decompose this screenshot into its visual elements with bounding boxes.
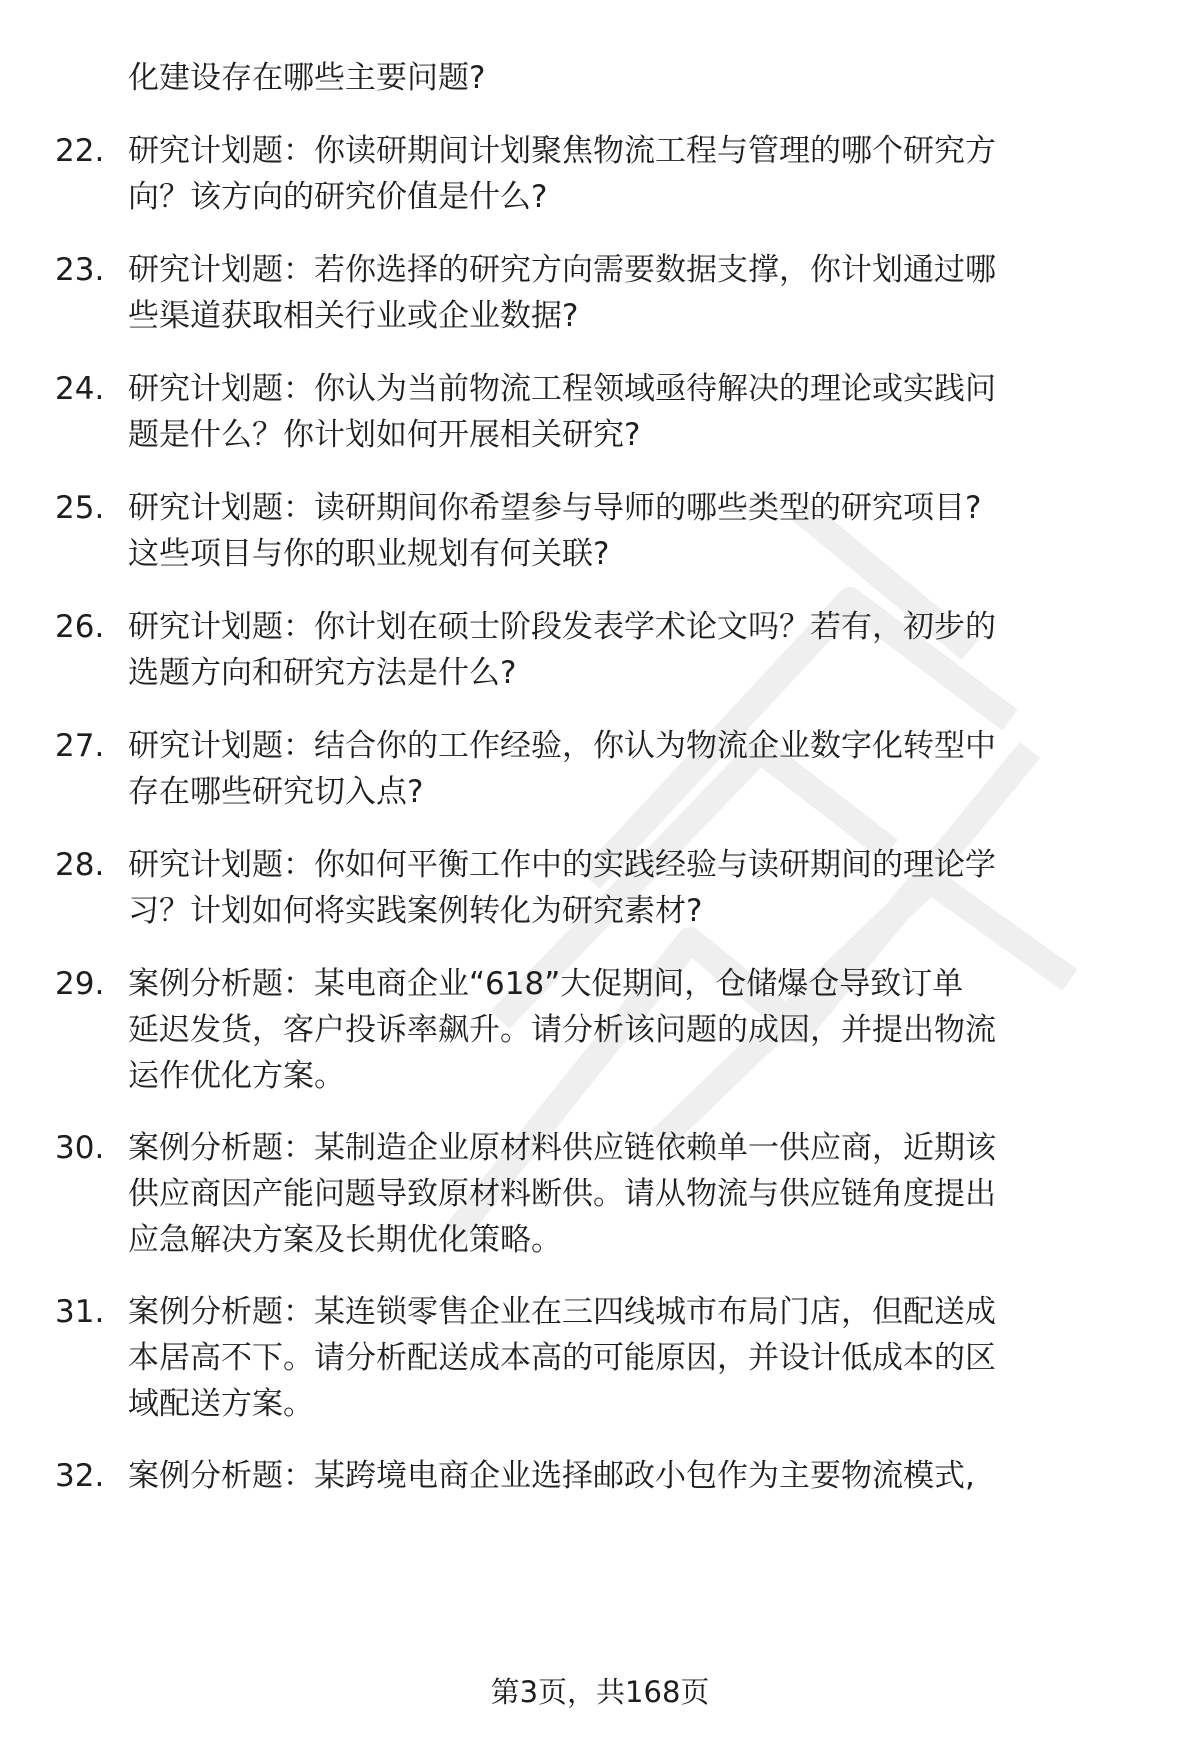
question-text-line: 研究计划题：你计划在硕士阶段发表学术论文吗？若有，初步的 (128, 609, 996, 645)
question-number: 24. (55, 371, 105, 407)
question-number: 22. (55, 133, 105, 169)
question-text-line: 案例分析题：某跨境电商企业选择邮政小包作为主要物流模式, (128, 1458, 975, 1494)
question-text-line: 研究计划题：你如何平衡工作中的实践经验与读研期间的理论学 (128, 847, 996, 883)
question-text-line: 向？该方向的研究价值是什么? (128, 179, 548, 215)
question-text-line: 习？计划如何将实践案例转化为研究素材? (128, 893, 703, 929)
question-text-line: 案例分析题：某电商企业“618”大促期间，仓储爆仓导致订单 (128, 966, 964, 1002)
question-text-line: 应急解决方案及长期优化策略。 (128, 1222, 562, 1258)
question-number: 30. (55, 1130, 105, 1166)
question-text-line: 延迟发货，客户投诉率飙升。请分析该问题的成因，并提出物流 (128, 1012, 996, 1048)
question-number: 27. (55, 728, 105, 764)
question-text-line: 研究计划题：读研期间你希望参与导师的哪些类型的研究项目? (128, 490, 982, 526)
question-text-line: 研究计划题：你认为当前物流工程领域亟待解决的理论或实践问 (128, 371, 996, 407)
question-text-line: 题是什么？你计划如何开展相关研究? (128, 417, 641, 453)
question-text-line: 研究计划题：结合你的工作经验，你认为物流企业数字化转型中 (128, 728, 996, 764)
question-number: 31. (55, 1294, 105, 1330)
question-text-line: 选题方向和研究方法是什么? (128, 655, 517, 691)
question-text-line: 域配送方案。 (128, 1386, 314, 1422)
question-number: 29. (55, 966, 105, 1002)
question-text-line: 案例分析题：某制造企业原材料供应链依赖单一供应商，近期该 (128, 1130, 996, 1166)
question-text-line: 供应商因产能问题导致原材料断供。请从物流与供应链角度提出 (128, 1176, 996, 1212)
question-number: 26. (55, 609, 105, 645)
question-text-line: 存在哪些研究切入点? (128, 774, 424, 810)
question-number: 23. (55, 252, 105, 288)
question-number: 25. (55, 490, 105, 526)
question-number: 32. (55, 1458, 105, 1494)
question-text-line: 这些项目与你的职业规划有何关联? (128, 536, 610, 572)
question-text-line: 运作优化方案。 (128, 1058, 345, 1094)
continued-question-text: 化建设存在哪些主要问题? (128, 60, 486, 96)
question-text-line: 些渠道获取相关行业或企业数据? (128, 298, 579, 334)
page-footer: 第3页，共168页 (490, 1675, 710, 1709)
question-text-line: 研究计划题：你读研期间计划聚焦物流工程与管理的哪个研究方 (128, 133, 996, 169)
question-number: 28. (55, 847, 105, 883)
question-text-line: 本居高不下。请分析配送成本高的可能原因，并设计低成本的区 (128, 1340, 996, 1376)
question-text-line: 案例分析题：某连锁零售企业在三四线城市布局门店，但配送成 (128, 1294, 996, 1330)
question-text-line: 研究计划题：若你选择的研究方向需要数据支撑，你计划通过哪 (128, 252, 996, 288)
